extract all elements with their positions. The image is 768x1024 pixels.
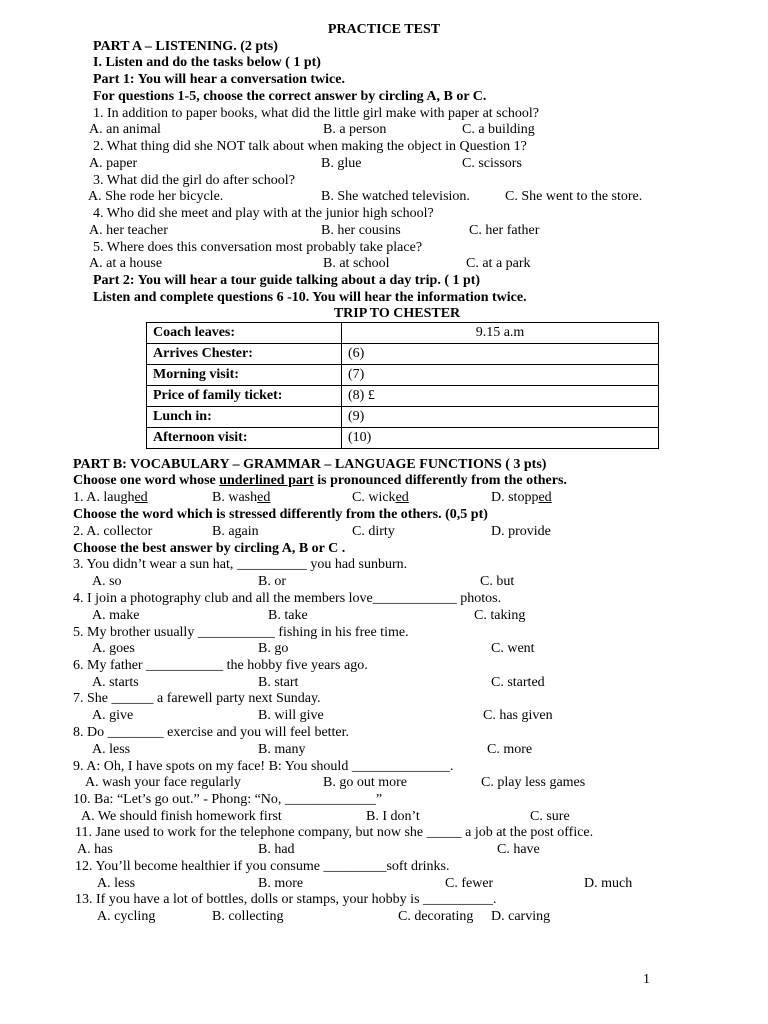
q13-option-c: C. decorating [398,909,474,924]
table-answer-blank[interactable]: (6) [342,344,659,365]
table-row [147,407,659,428]
option-text: D. stopp [491,490,539,505]
q5-option-a: A. goes [92,641,135,656]
stress-option-c: C. dirty [352,524,395,539]
option-underlined: ed [395,490,409,505]
q12-option-a: A. less [97,876,136,891]
table-value: 9.15 a.m [342,323,659,344]
q12-option-c: C. fewer [445,876,494,891]
part-a-heading: PART A – LISTENING. (2 pts) [93,39,278,54]
q12-option-b: B. more [258,876,304,891]
listening-q2-option-c: C. scissors [462,156,522,171]
question-7: 7. She ______ a farewell party next Sunday. [73,691,321,706]
table-label: Coach leaves: [147,323,342,344]
option-text: B. wash [212,490,258,505]
table-answer-blank[interactable]: (7) [342,365,659,386]
option-underlined: ed [134,490,148,505]
option-underlined: ed [538,490,552,505]
q9-option-b: B. go out more [323,775,407,790]
q6-option-c: C. started [491,675,545,690]
question-6: 6. My father ___________ the hobby five years ago. [73,658,368,673]
listening-question-5: 5. Where does this conversation most probably take place? [93,240,423,255]
q4-option-a: A. make [92,608,140,623]
stress-option-a: 2. A. collector [73,524,153,539]
option-text: 1. A. laugh [73,490,135,505]
stress-option-b: B. again [212,524,259,539]
listening-q2-option-a: A. paper [89,156,138,171]
table-label: Afternoon visit: [147,428,342,449]
pronunciation-option-a [73,490,148,506]
listening-q3-option-b: B. She watched television. [321,189,470,204]
trip-table [146,322,659,449]
grammar-instructions: Choose the best answer by circling A, B or C . [73,541,346,556]
task-1-heading: I. Listen and do the tasks below ( 1 pt) [93,55,321,70]
q12-option-d: D. much [584,876,633,891]
table-row [147,428,659,449]
table-answer-blank[interactable]: (10) [342,428,659,449]
table-title: TRIP TO CHESTER [333,306,461,321]
q4-option-c: C. taking [474,608,526,623]
part-b-heading: PART B: VOCABULARY – GRAMMAR – LANGUAGE FUNCTIONS ( 3 pts) [73,457,547,472]
q13-option-d: D. carving [491,909,551,924]
listening-q1-option-b: B. a person [323,122,387,137]
listening-q4-option-b: B. her cousins [321,223,401,238]
instr-text: Choose one word whose [73,473,220,488]
pronunciation-option-d [491,490,552,506]
q8-option-a: A. less [92,742,131,757]
q9-option-a: A. wash your face regularly [85,775,241,790]
q3-option-b: B. or [258,574,286,589]
part-1-heading: Part 1: You will hear a conversation twice. [93,72,345,87]
q9-option-c: C. play less games [481,775,586,790]
table-answer-blank[interactable]: (9) [342,407,659,428]
part-2-instructions: Listen and complete questions 6 -10. You will hear the information twice. [93,290,527,305]
table-row [147,323,659,344]
listening-q4-option-c: C. her father [469,223,540,238]
question-12: 12. You’ll become healthier if you consume _________soft drinks. [75,859,450,874]
listening-q3-option-a: A. She rode her bicycle. [88,189,224,204]
listening-q5-option-c: C. at a park [466,256,531,271]
q7-option-c: C. has given [483,708,553,723]
q3-option-a: A. so [92,574,122,589]
q10-option-b: B. I don’t [366,809,420,824]
part-1-instructions: For questions 1-5, choose the correct answer by circling A, B or C. [93,89,487,104]
q10-option-c: C. sure [530,809,570,824]
table-answer-blank[interactable]: (8) £ [342,386,659,407]
q7-option-a: A. give [92,708,134,723]
pronunciation-option-c [352,490,409,506]
question-10: 10. Ba: “Let’s go out.” - Phong: “No, _____________” [73,792,383,807]
listening-q3-option-c: C. She went to the store. [505,189,643,204]
pronunciation-option-b [212,490,270,506]
table-label: Lunch in: [147,407,342,428]
question-3: 3. You didn’t wear a sun hat, __________ you had sunburn. [73,557,408,572]
option-underlined: ed [257,490,271,505]
q10-option-a: A. We should finish homework first [81,809,282,824]
option-text: C. wick [352,490,396,505]
pronunciation-instructions [73,473,567,489]
table-row [147,365,659,386]
instr-underlined: underlined part [219,473,314,488]
stress-option-d: D. provide [491,524,551,539]
table-label: Price of family ticket: [147,386,342,407]
listening-q5-option-a: A. at a house [89,256,163,271]
listening-q2-option-b: B. glue [321,156,362,171]
question-4: 4. I join a photography club and all the members love____________ photos. [73,591,502,606]
q5-option-c: C. went [491,641,535,656]
question-9: 9. A: Oh, I have spots on my face! B: You should ______________. [73,759,454,774]
part-2-heading: Part 2: You will hear a tour guide talking about a day trip. ( 1 pt) [93,273,481,288]
q11-option-a: A. has [77,842,113,857]
listening-q4-option-a: A. her teacher [89,223,168,238]
listening-q5-option-b: B. at school [323,256,390,271]
page-number: 1 [643,972,650,987]
table-row [147,344,659,365]
q11-option-c: C. have [497,842,540,857]
question-5: 5. My brother usually ___________ fishing in his free time. [73,625,409,640]
listening-question-1: 1. In addition to paper books, what did the little girl make with paper at school? [93,106,539,121]
question-13: 13. If you have a lot of bottles, dolls or stamps, your hobby is __________. [75,892,497,907]
q11-option-b: B. had [258,842,295,857]
q5-option-b: B. go [258,641,289,656]
q13-option-b: B. collecting [212,909,284,924]
listening-q1-option-a: A. an animal [89,122,161,137]
listening-q1-option-c: C. a building [462,122,535,137]
q8-option-b: B. many [258,742,306,757]
listening-question-3: 3. What did the girl do after school? [93,173,295,188]
listening-question-2: 2. What thing did she NOT talk about when making the object in Question 1? [93,139,527,154]
q4-option-b: B. take [268,608,308,623]
q6-option-b: B. start [258,675,299,690]
table-row [147,386,659,407]
instr-text: is pronounced differently from the others. [313,473,567,488]
q3-option-c: C. but [480,574,515,589]
q7-option-b: B. will give [258,708,324,723]
question-11: 11. Jane used to work for the telephone company, but now she _____ a job at the post office. [75,825,594,840]
q6-option-a: A. starts [92,675,139,690]
table-label: Arrives Chester: [147,344,342,365]
q8-option-c: C. more [487,742,533,757]
q13-option-a: A. cycling [97,909,156,924]
stress-instructions: Choose the word which is stressed differently from the others. (0,5 pt) [73,507,488,522]
listening-question-4: 4. Who did she meet and play with at the junior high school? [93,206,434,221]
question-8: 8. Do ________ exercise and you will feel better. [73,725,350,740]
table-label: Morning visit: [147,365,342,386]
page-title: PRACTICE TEST [327,22,441,37]
